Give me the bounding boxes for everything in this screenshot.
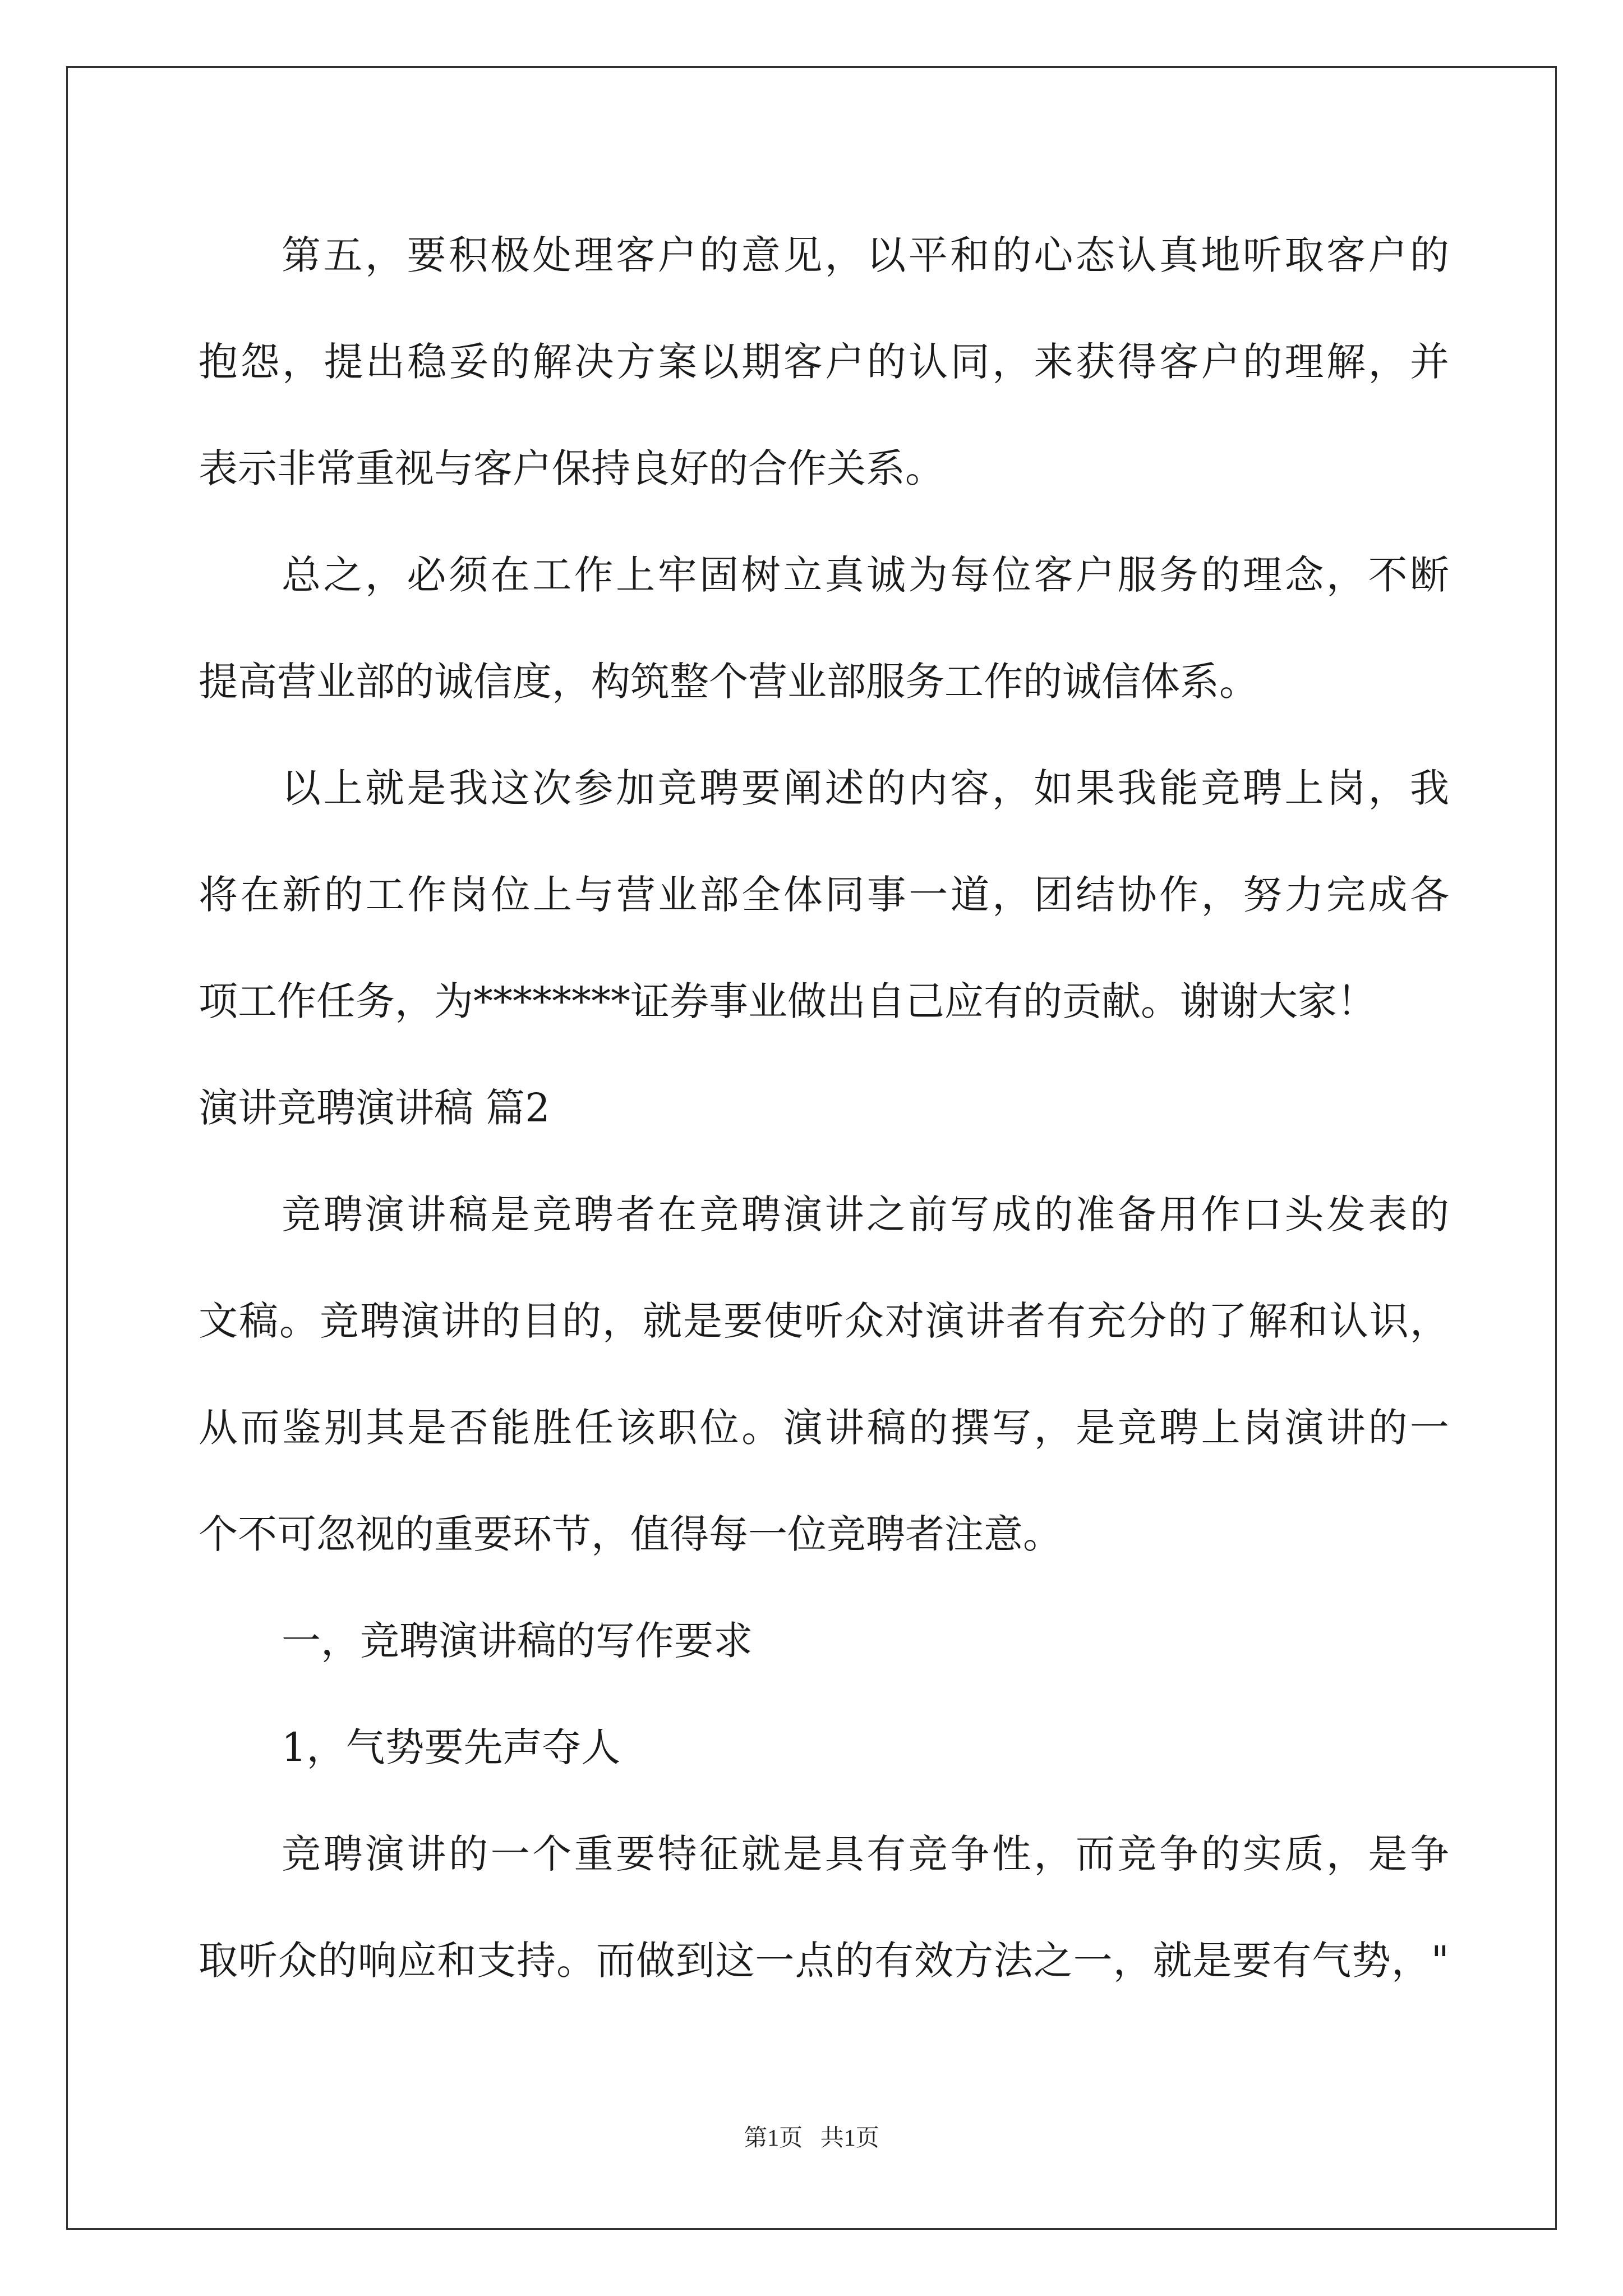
paragraph-line: 第五，要积极处理客户的意见，以平和的心态认真地听取客户的 (282, 232, 1449, 278)
paragraph-line: 竞聘演讲稿是竞聘者在竞聘演讲之前写成的准备用作口头发表的 (282, 1191, 1449, 1237)
paragraph-line: 文稿。竞聘演讲的目的，就是要使听众对演讲者有充分的了解和认识， (199, 1298, 1449, 1344)
subheading: 一，竞聘演讲稿的写作要求 (282, 1618, 753, 1664)
paragraph-line: 以上就是我这次参加竞聘要阐述的内容，如果我能竞聘上岗，我 (282, 765, 1449, 811)
paragraph-line: 提高营业部的诚信度，构筑整个营业部服务工作的诚信体系。 (199, 659, 1258, 705)
paragraph-line: 项工作任务，为********证券事业做出自己应有的贡献。谢谢大家！ (199, 978, 1376, 1024)
paragraph-line: 从而鉴别其是否能胜任该职位。演讲稿的撰写，是竞聘上岗演讲的一 (199, 1405, 1449, 1451)
paragraph-line: 抱怨，提出稳妥的解决方案以期客户的认同，来获得客户的理解，并 (199, 339, 1449, 385)
paragraph-line: 将在新的工作岗位上与营业部全体同事一道，团结协作，努力完成各 (199, 872, 1449, 918)
paragraph-line: 个不可忽视的重要环节，值得每一位竞聘者注意。 (199, 1511, 1062, 1557)
paragraph-line: 总之，必须在工作上牢固树立真诚为每位客户服务的理念，不断 (282, 552, 1449, 598)
subheading: 1，气势要先声夺人 (282, 1724, 621, 1770)
paragraph-line: 竞聘演讲的一个重要特征就是具有竞争性，而竞争的实质，是争 (282, 1831, 1449, 1877)
page-number-footer: 第1页 共1页 (744, 2125, 879, 2151)
paragraph-line: 表示非常重视与客户保持良好的合作关系。 (199, 445, 944, 491)
section-heading: 演讲竞聘演讲稿 篇2 (199, 1085, 550, 1131)
paragraph-line: 取听众的响应和支持。而做到这一点的有效方法之一，就是要有气势，" (199, 1938, 1449, 1984)
